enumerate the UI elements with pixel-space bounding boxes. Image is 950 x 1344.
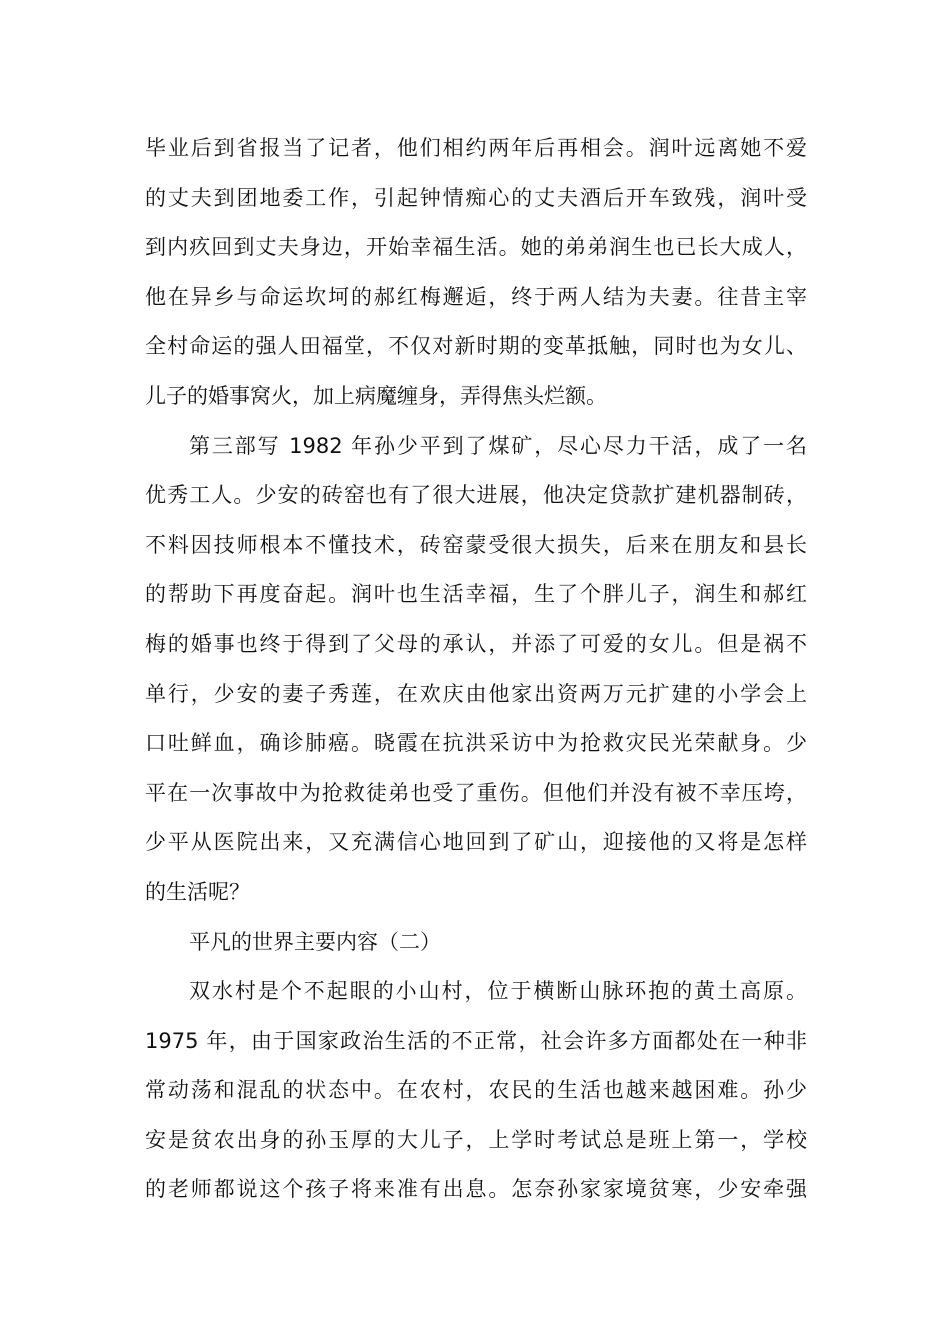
- text-line: 平在一次事故中为抢救徒弟也受了重伤。但他们并没有被不幸压垮，: [145, 780, 807, 805]
- text-line: 全村命运的强人田福堂，不仅对新时期的变革抵触，同时也为女儿、: [145, 334, 807, 359]
- text-line: 儿子的婚事窝火，加上病魔缠身，弄得焦头烂额。: [145, 383, 607, 408]
- text-line: 第三部写 1982 年孙少平到了煤矿，尽心尽力干活，成了一名: [189, 433, 807, 458]
- text-line: 双水村是个不起眼的小山村，位于横断山脉环抱的黄土高原。: [189, 979, 807, 1004]
- text-line: 的丈夫到团地委工作，引起钟情痴心的丈夫酒后开车致残，润叶受: [145, 185, 807, 210]
- text-line: 平凡的世界主要内容（二）: [189, 929, 441, 954]
- text-line: 毕业后到省报当了记者，他们相约两年后再相会。润叶远离她不爱: [145, 136, 807, 160]
- text-line: 他在异乡与命运坎坷的郝红梅邂逅，终于两人结为夫妻。往昔主宰: [145, 284, 807, 309]
- text-line: 梅的婚事也终于得到了父母的承认，并添了可爱的女儿。但是祸不: [145, 631, 807, 656]
- text-line: 常动荡和混乱的状态中。在农村，农民的生活也越来越困难。孙少: [145, 1078, 807, 1103]
- text-line: 少平从医院出来，又充满信心地回到了矿山，迎接他的又将是怎样: [145, 830, 807, 855]
- text-line: 单行，少安的妻子秀莲，在欢庆由他家出资两万元扩建的小学会上: [145, 681, 807, 706]
- text-line: 安是贫农出身的孙玉厚的大儿子，上学时考试总是班上第一，学校: [145, 1127, 807, 1152]
- text-line: 口吐鲜血，确诊肺癌。晓霞在抗洪采访中为抢救灾民光荣献身。少: [145, 731, 807, 756]
- text-line: 到内疚回到丈夫身边，开始幸福生活。她的弟弟润生也已长大成人，: [145, 235, 807, 260]
- text-line: 1975 年，由于国家政治生活的不正常，社会许多方面都处在一种非: [145, 1028, 807, 1053]
- text-line: 的老师都说这个孩子将来准有出息。怎奈孙家家境贫寒，少安牵强: [145, 1177, 807, 1202]
- text-line: 不料因技师根本不懂技术，砖窑蒙受很大损失，后来在朋友和县长: [145, 532, 807, 557]
- text-line: 优秀工人。少安的砖窑也有了很大进展，他决定贷款扩建机器制砖，: [145, 483, 807, 508]
- body-text: [145, 124, 807, 1215]
- text-line: 的生活呢？: [145, 879, 250, 904]
- text-line: 的帮助下再度奋起。润叶也生活幸福，生了个胖儿子，润生和郝红: [145, 582, 807, 607]
